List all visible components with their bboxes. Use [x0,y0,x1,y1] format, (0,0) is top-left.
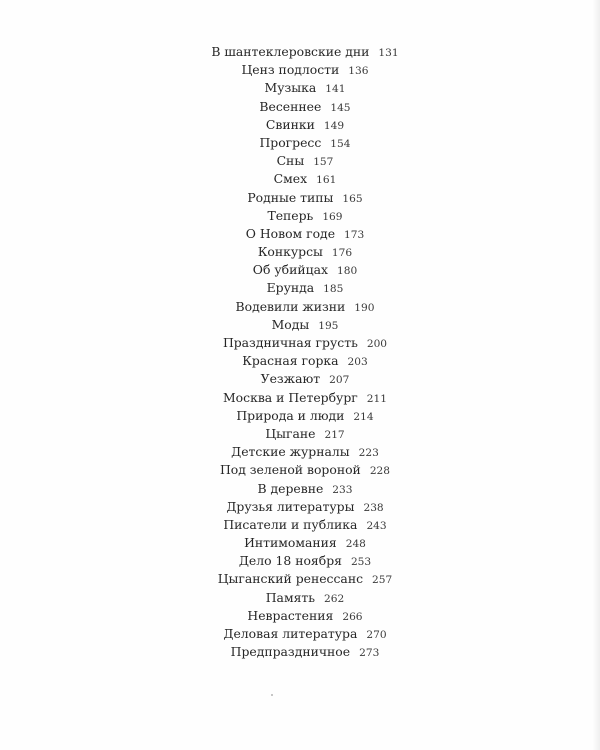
toc-entry-title: Цыганский ренессанс [217,571,364,587]
toc-entry-page-number: 190 [354,301,375,314]
toc-entry-title: Уезжают [260,371,321,387]
toc-entry-page-number: 211 [366,392,387,405]
toc-entry-page-number: 161 [316,174,337,187]
toc-entry [0,61,600,79]
toc-entry-page-number: 200 [366,338,388,350]
toc-entry [0,134,600,152]
toc-entry-page-number: 257 [372,574,393,587]
toc-entry-title: Конкурсы [257,244,323,260]
toc-entry-title: Детские журналы [231,444,350,460]
toc-entry-title: Память [265,589,315,605]
toc-entry-title: Прогресс [259,134,322,150]
toc-entry-title: Ерунда [266,280,315,296]
toc-entry [0,407,600,425]
toc-entry [0,261,600,279]
toc-entry-title: Моды [271,316,310,332]
toc-entry-page-number: 248 [345,538,366,551]
toc-entry [0,334,600,352]
toc-entry-title: Музыка [264,80,317,96]
toc-entry-page-number: 141 [325,83,346,96]
toc-entry-title: Природа и люди [236,407,345,423]
toc-entry [0,516,600,534]
toc-entry [0,316,600,334]
toc-entry-page-number: 270 [366,629,387,641]
toc-entry-title: Родные типы [247,189,334,205]
toc-entry-page-number: 131 [378,47,399,59]
table-of-contents [0,43,600,661]
toc-entry [0,79,600,97]
toc-entry-title: Интимомания [244,535,337,551]
toc-entry-title: Под зеленой вороной [219,462,361,478]
toc-entry [0,461,600,479]
toc-entry-title: Свинки [265,116,315,132]
toc-entry-page-number: 136 [348,65,369,78]
toc-entry-title: В деревне [257,480,324,496]
toc-entry-title: Красная горка [242,353,339,369]
toc-entry-page-number: 266 [342,610,363,623]
toc-entry-title: Дело 18 ноября [238,553,342,569]
toc-entry-title: Об убийцах [252,262,328,278]
toc-entry [0,534,600,552]
toc-entry [0,425,600,443]
toc-entry-page-number: 228 [369,465,391,478]
toc-entry-page-number: 262 [324,592,345,605]
toc-entry-title: Ценз подлости [241,62,340,78]
toc-entry [0,98,600,116]
toc-entry-title: Смех [273,171,308,187]
toc-entry-title: Предпраздничное [230,644,351,660]
toc-entry [0,480,600,498]
toc-entry-title: Москва и Петербург [223,389,358,405]
toc-entry-title: В шантеклеровские дни [211,44,370,59]
toc-entry-page-number: 157 [313,156,334,169]
toc-entry [0,643,600,661]
toc-entry-title: Писатели и публика [223,516,358,532]
toc-entry-page-number: 223 [358,447,379,460]
toc-entry-page-number: 145 [330,101,351,114]
toc-entry-page-number: 180 [336,265,358,278]
paper-speck [271,694,273,696]
toc-entry-page-number: 253 [350,556,372,569]
toc-entry [0,370,600,388]
toc-entry [0,498,600,516]
toc-entry-title: Друзья литературы [226,498,355,514]
toc-entry [0,589,600,607]
toc-entry-title: Цыгане [265,425,316,441]
toc-entry-page-number: 243 [366,519,387,532]
toc-entry-page-number: 273 [359,647,380,660]
toc-entry [0,443,600,461]
toc-entry-page-number: 233 [332,483,353,496]
toc-entry-page-number: 169 [322,210,343,223]
toc-entry [0,279,600,297]
toc-entry-page-number: 238 [363,501,384,514]
toc-entry-title: Деловая литература [223,626,358,641]
toc-entry [0,189,600,207]
toc-entry [0,352,600,370]
toc-entry-page-number: 217 [324,428,345,441]
toc-entry-page-number: 203 [347,356,368,369]
toc-entry [0,152,600,170]
toc-entry-title: Сны [276,153,305,169]
toc-entry-title: Водевили жизни [235,298,346,314]
toc-entry [0,389,600,407]
toc-entry-page-number: 214 [353,410,374,423]
toc-entry [0,207,600,225]
toc-entry-page-number: 173 [344,228,365,241]
toc-entry [0,43,600,61]
toc-entry-title: Праздничная грусть [222,335,358,350]
toc-entry [0,225,600,243]
toc-entry-page-number: 185 [323,283,344,296]
toc-entry [0,625,600,643]
toc-entry-page-number: 154 [330,137,351,150]
toc-entry [0,170,600,188]
toc-entry-title: О Новом годе [245,225,336,241]
page-edge-shadow [592,0,600,750]
toc-entry [0,607,600,625]
toc-entry-page-number: 207 [329,374,350,387]
toc-entry-page-number: 195 [318,319,339,332]
toc-entry [0,570,600,588]
toc-entry-page-number: 165 [342,192,363,205]
toc-entry-title: Теперь [267,207,314,223]
toc-entry [0,298,600,316]
toc-entry-page-number: 176 [331,247,353,260]
toc-entry [0,552,600,570]
toc-entry-page-number: 149 [323,119,345,132]
toc-entry-title: Неврастения [247,607,334,623]
toc-entry-title: Весеннее [259,98,322,114]
toc-entry [0,116,600,134]
toc-entry [0,243,600,261]
